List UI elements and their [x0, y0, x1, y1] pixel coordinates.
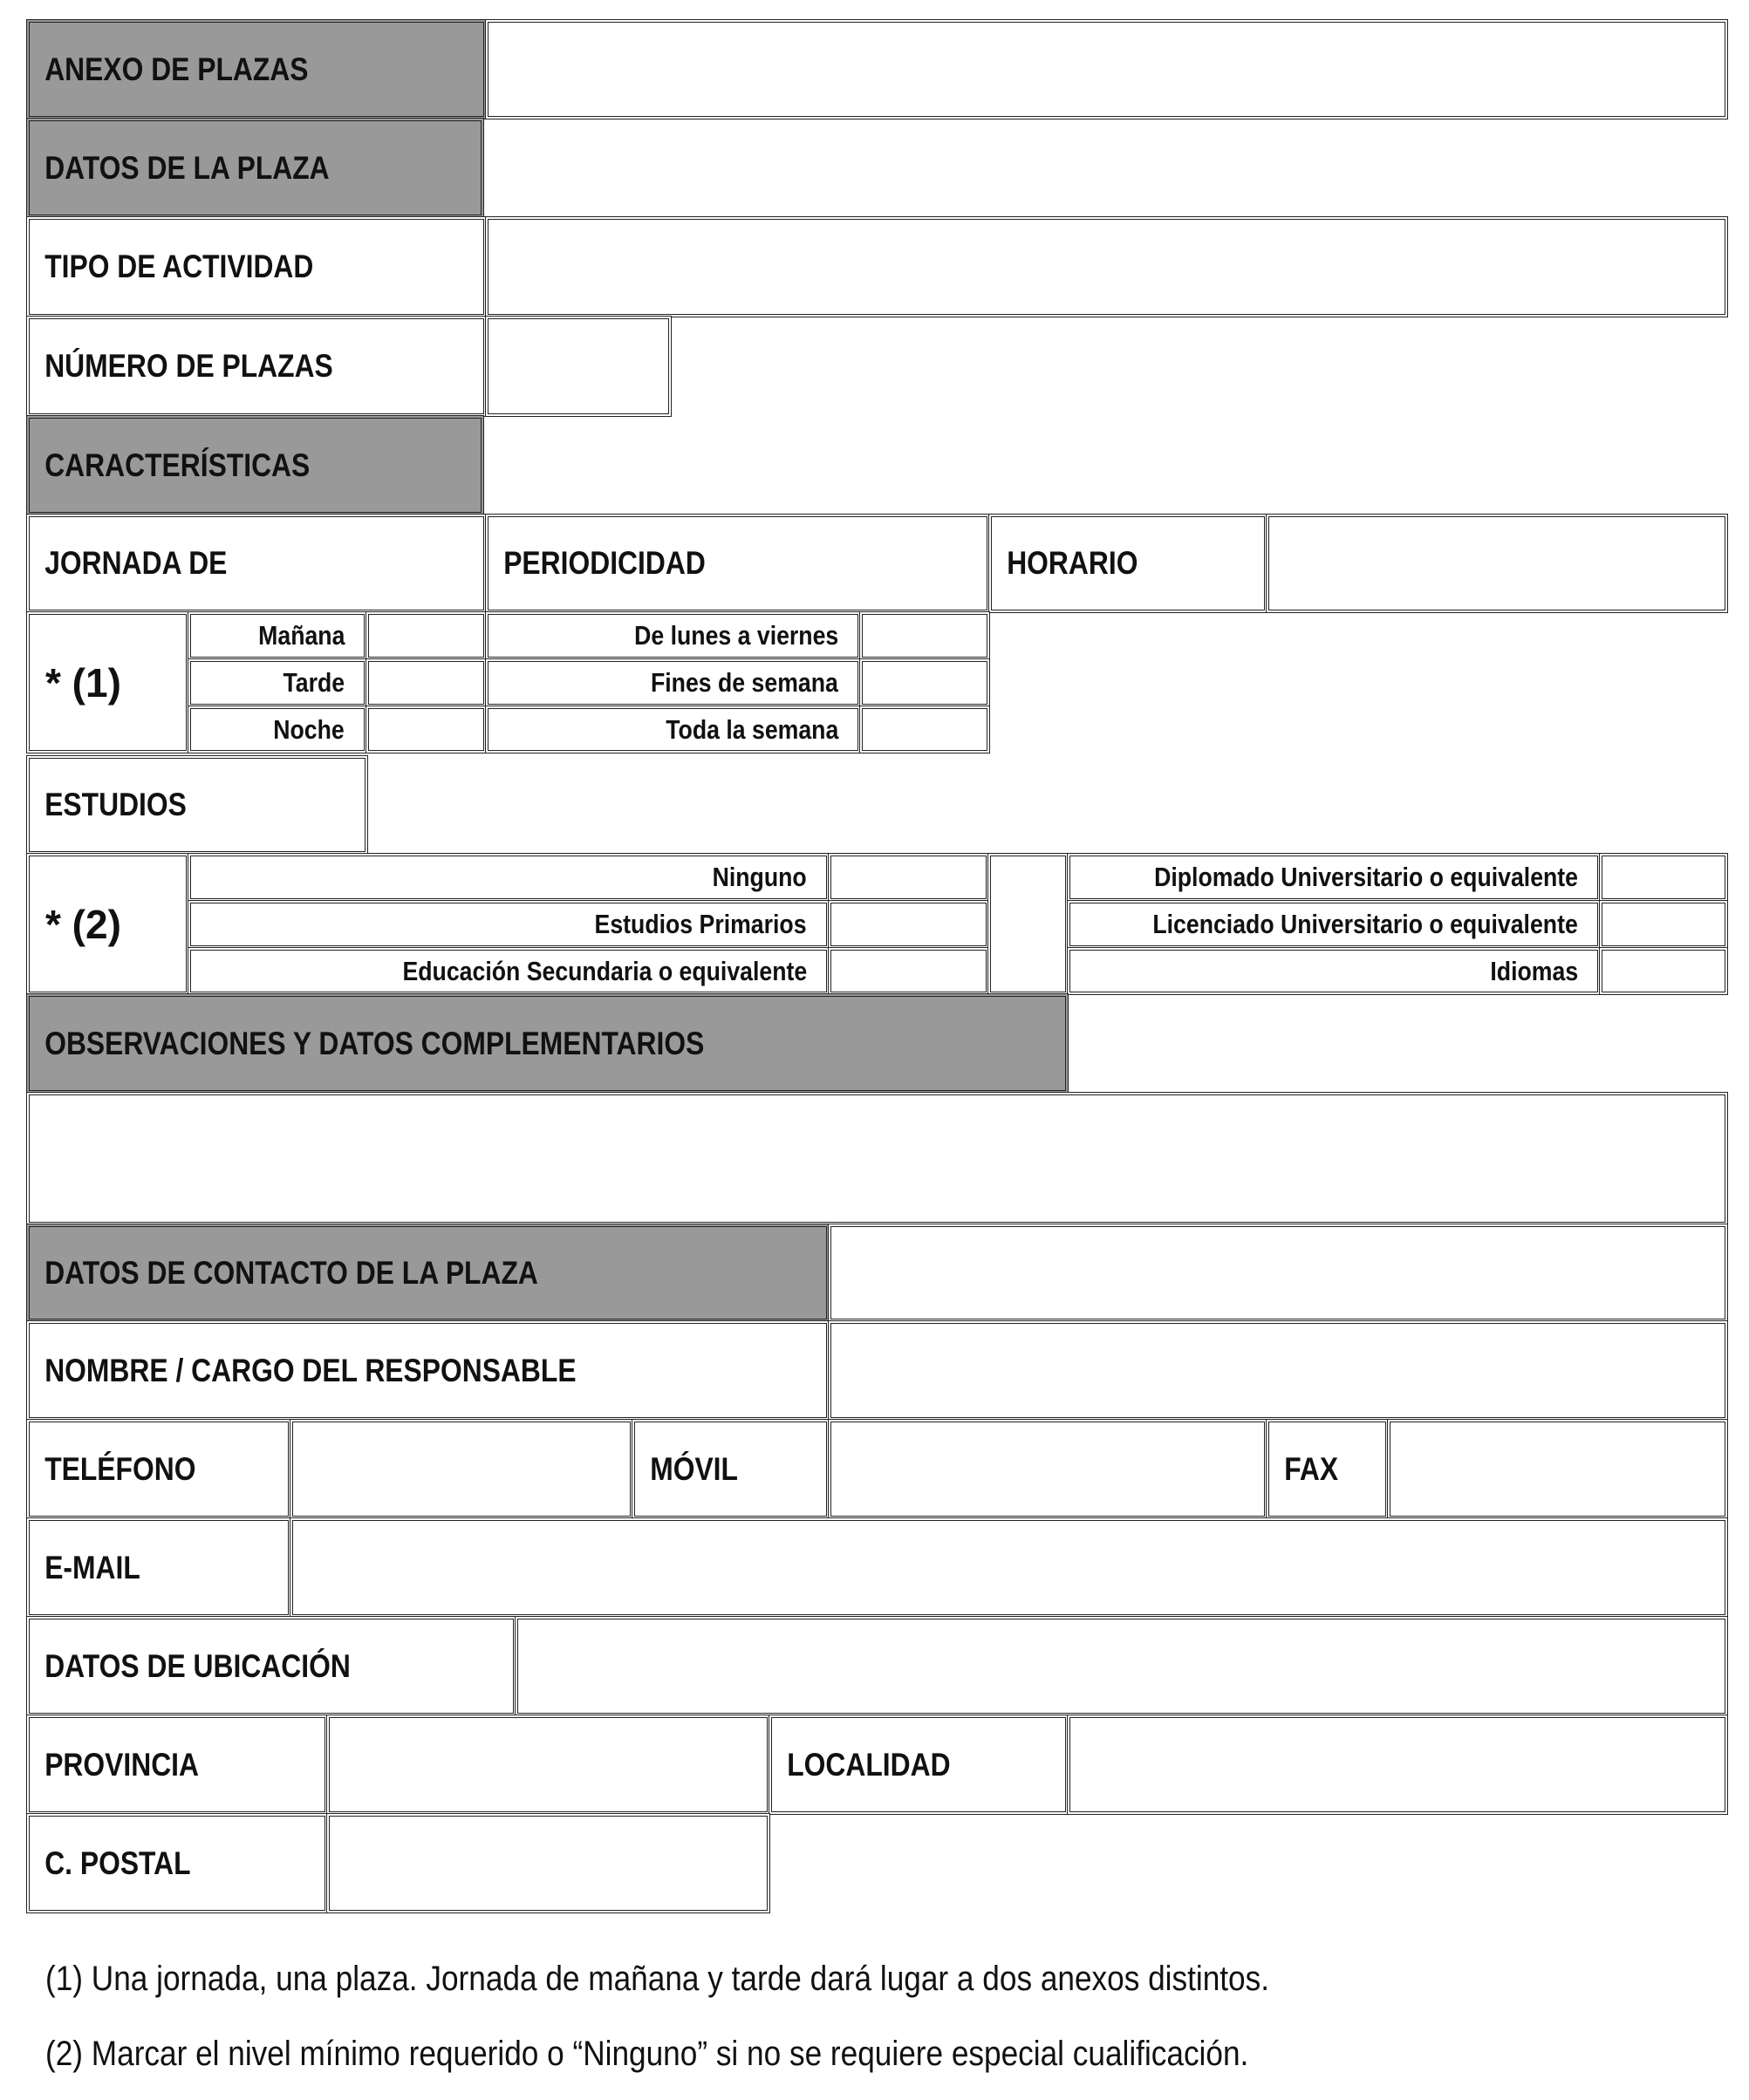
jornada-checkbox-tarde[interactable]	[366, 658, 487, 707]
estudios-checkbox-secundaria[interactable]	[828, 947, 989, 995]
periodicidad-option-label: Toda la semana	[665, 713, 838, 745]
estudios-option-licenciado	[1067, 900, 1601, 949]
jornada-option-label: Tarde	[283, 667, 345, 698]
estudios-checkbox-ninguno[interactable]	[828, 853, 989, 902]
mark-2: * (2)	[45, 901, 121, 947]
tipo-actividad-label: TIPO DE ACTIVIDAD	[44, 249, 314, 284]
localidad-label: LOCALIDAD	[787, 1746, 951, 1783]
mark-1-cell	[26, 611, 189, 753]
cpostal-field[interactable]	[326, 1813, 770, 1913]
periodicidad-checkbox-lunes-viernes[interactable]	[859, 611, 990, 660]
periodicidad-option-lunes-viernes	[485, 611, 861, 660]
nombre-cargo-field[interactable]	[828, 1320, 1728, 1421]
estudios-checkbox-primarios[interactable]	[828, 900, 989, 949]
jornada-checkbox-noche[interactable]	[366, 706, 487, 753]
estudios-option-diplomado	[1067, 853, 1601, 902]
ubicacion-label: DATOS DE UBICACIÓN	[44, 1647, 351, 1684]
jornada-option-noche	[188, 706, 367, 753]
estudios-option-label: Educación Secundaria o equivalente	[402, 955, 807, 986]
periodicidad-label: PERIODICIDAD	[503, 545, 706, 581]
periodicidad-option-fines-semana	[485, 658, 861, 707]
jornada-option-label: Mañana	[257, 620, 345, 651]
email-label: E-MAIL	[44, 1549, 140, 1585]
numero-plazas-field[interactable]	[485, 316, 672, 417]
estudios-option-ninguno	[188, 853, 830, 902]
localidad-label-cell	[769, 1715, 1069, 1815]
estudios-checkbox-idiomas[interactable]	[1599, 947, 1728, 995]
estudios-option-label: Ninguno	[712, 862, 807, 892]
contacto-field[interactable]	[828, 1224, 1728, 1322]
ubicacion-field[interactable]	[515, 1616, 1728, 1716]
cpostal-label-cell	[26, 1813, 328, 1913]
datos-plaza-label: DATOS DE LA PLAZA	[44, 149, 330, 186]
localidad-field[interactable]	[1067, 1715, 1728, 1815]
footnote-1: (1) Una jornada, una plaza. Jornada de mañana y tarde dará lugar a dos anexos distintos.	[45, 1960, 1270, 1998]
periodicidad-label-cell	[485, 514, 990, 613]
observaciones-label: OBSERVACIONES Y DATOS COMPLEMENTARIOS	[44, 1025, 705, 1061]
estudios-option-label: Diplomado Universitario o equivalente	[1154, 862, 1578, 892]
telefono-label: TELÉFONO	[44, 1450, 196, 1487]
estudios-option-idiomas	[1067, 947, 1601, 995]
contacto-label: DATOS DE CONTACTO DE LA PLAZA	[44, 1254, 538, 1291]
horario-field[interactable]	[1266, 514, 1728, 613]
jornada-option-manana	[188, 611, 367, 660]
periodicidad-option-toda-semana	[485, 706, 861, 753]
movil-label-cell	[632, 1419, 830, 1519]
jornada-checkbox-manana[interactable]	[366, 611, 487, 660]
jornada-option-label: Noche	[273, 713, 345, 745]
observaciones-header	[26, 993, 1069, 1094]
observaciones-field[interactable]	[26, 1092, 1728, 1225]
estudios-option-label: Idiomas	[1490, 955, 1578, 986]
estudios-spacer-cell	[987, 853, 1069, 995]
periodicidad-option-label: De lunes a viernes	[633, 620, 838, 651]
nombre-cargo-label-cell	[26, 1320, 830, 1421]
estudios-option-label: Licenciado Universitario o equivalente	[1152, 909, 1578, 939]
numero-plazas-label-cell	[26, 316, 487, 417]
anexo-header	[26, 19, 487, 119]
nombre-cargo-label: NOMBRE / CARGO DEL RESPONSABLE	[44, 1352, 577, 1388]
cpostal-label: C. POSTAL	[44, 1844, 191, 1881]
horario-label: HORARIO	[1007, 545, 1138, 581]
fax-label-cell	[1266, 1419, 1389, 1519]
provincia-label: PROVINCIA	[44, 1746, 199, 1783]
tipo-actividad-label-cell	[26, 216, 487, 317]
movil-field[interactable]	[828, 1419, 1267, 1519]
numero-plazas-label: NÚMERO DE PLAZAS	[44, 348, 333, 384]
estudios-label-cell	[26, 755, 368, 855]
horario-label-cell	[988, 514, 1267, 613]
email-field[interactable]	[290, 1517, 1728, 1618]
jornada-label-cell	[26, 514, 487, 613]
footnote-2: (2) Marcar el nivel mínimo requerido o “Ninguno” si no se requiere especial cualificación.	[45, 2035, 1249, 2073]
provincia-field[interactable]	[326, 1715, 770, 1815]
estudios-option-primarios	[188, 900, 830, 949]
jornada-option-tarde	[188, 658, 367, 707]
estudios-option-label: Estudios Primarios	[595, 909, 807, 939]
jornada-label: JORNADA DE	[44, 545, 228, 581]
fax-label: FAX	[1284, 1450, 1339, 1487]
telefono-field[interactable]	[290, 1419, 633, 1519]
movil-label: MÓVIL	[650, 1450, 738, 1487]
ubicacion-label-cell	[26, 1616, 516, 1716]
datos-plaza-header	[26, 118, 484, 218]
provincia-label-cell	[26, 1715, 328, 1815]
email-label-cell	[26, 1517, 291, 1618]
anexo-field[interactable]	[485, 19, 1728, 119]
contacto-header	[26, 1224, 830, 1322]
estudios-option-secundaria	[188, 947, 830, 995]
anexo-header-label: ANEXO DE PLAZAS	[44, 51, 309, 87]
mark-2-cell	[26, 853, 189, 995]
periodicidad-checkbox-toda-semana[interactable]	[859, 706, 990, 753]
periodicidad-option-label: Fines de semana	[651, 667, 838, 698]
tipo-actividad-field[interactable]	[485, 216, 1728, 317]
estudios-checkbox-licenciado[interactable]	[1599, 900, 1728, 949]
mark-1: * (1)	[45, 659, 121, 706]
telefono-label-cell	[26, 1419, 291, 1519]
caracteristicas-header	[26, 415, 484, 515]
caracteristicas-label: CARACTERÍSTICAS	[44, 447, 311, 483]
periodicidad-checkbox-fines-semana[interactable]	[859, 658, 990, 707]
fax-field[interactable]	[1387, 1419, 1728, 1519]
estudios-checkbox-diplomado[interactable]	[1599, 853, 1728, 902]
estudios-label: ESTUDIOS	[44, 787, 187, 822]
